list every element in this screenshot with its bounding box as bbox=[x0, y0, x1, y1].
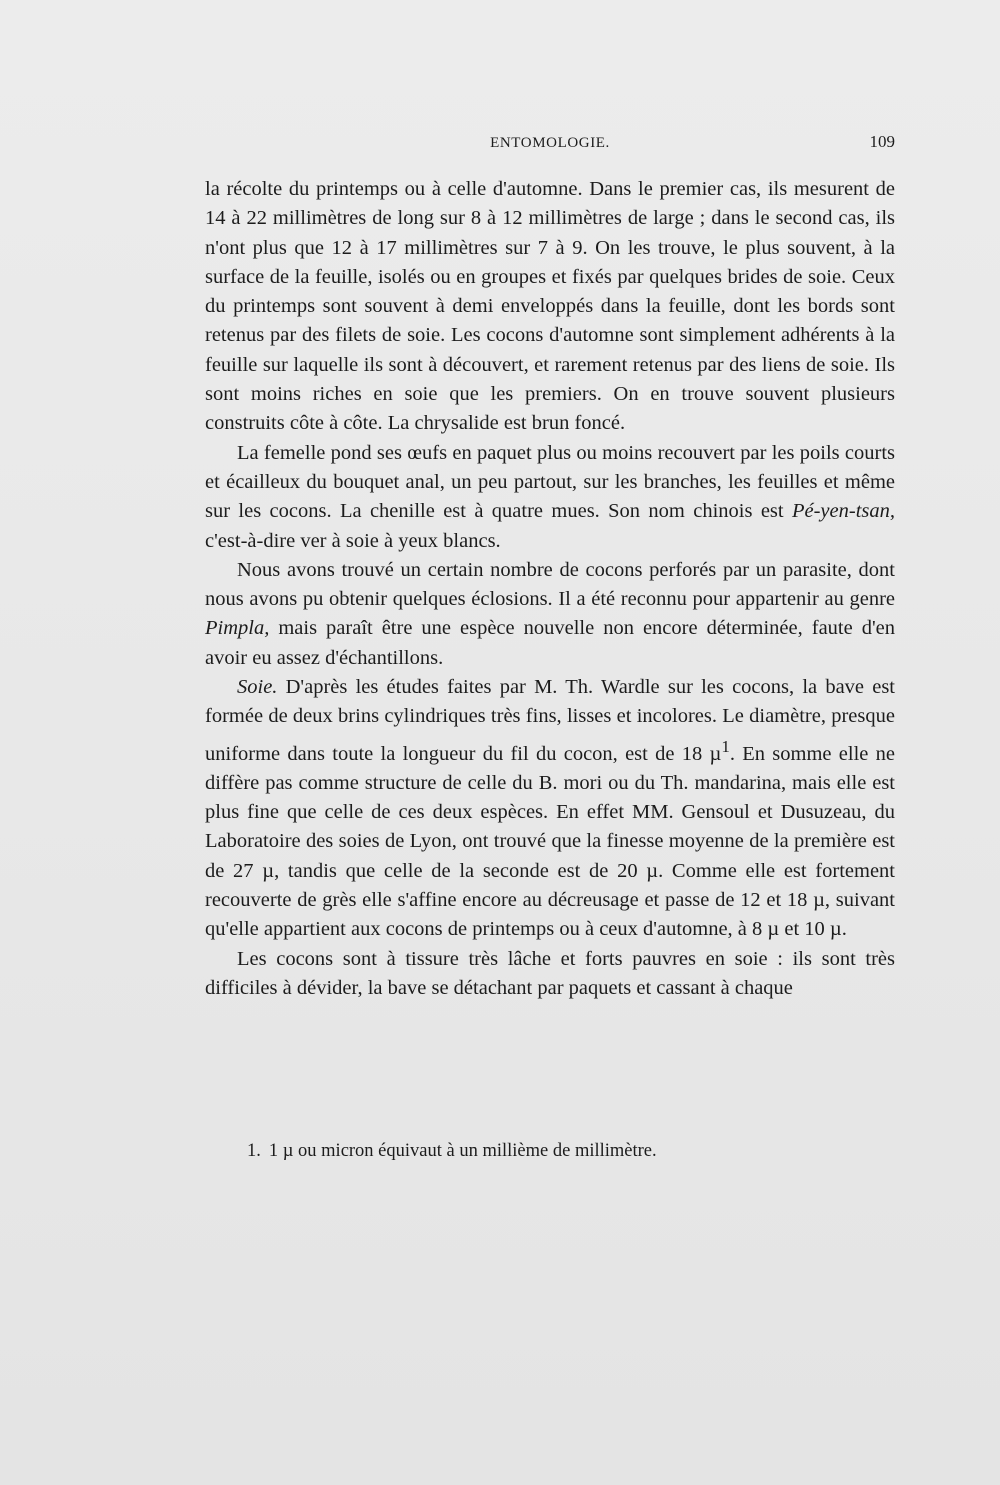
section-label-italic: Soie. bbox=[237, 676, 278, 699]
text-run: . En somme elle ne diffère pas comme structure de celle du B. mori ou du Th. mandarina, mais elle est plus fine que celle de ces deux espèces. En effet MM. Gensoul et Dusuzeau, du Laboratoire des soies de Lyon, ont trouvé que la finesse moyenne de la première est de 27 µ, tandis que celle de la seconde est de 20 µ. Comme elle est fortement recouverte de grès elle s'affine encore au décreusage et passe de 12 et 18 µ, suivant qu'elle appartient aux cocons de printemps ou à ceux d'automne, à 8 µ et 10 µ. bbox=[205, 742, 895, 941]
footnote-number: 1. bbox=[247, 1141, 261, 1161]
text-run: c'est-à-dire ver à soie à yeux blancs. bbox=[205, 529, 501, 552]
running-title: ENTOMOLOGIE. bbox=[490, 135, 610, 151]
paragraph-parasite bbox=[205, 556, 895, 673]
footnote-marker: 1 bbox=[721, 736, 730, 756]
paragraph-cocoons-description: la récolte du printemps ou à celle d'automne. Dans le premier cas, ils mesurent de 14 à 22 millimètres de long sur 8 à 12 millimètres de large ; dans le second cas, ils n'ont plus que 12 à 17 millimètres sur 7 à 9. On les trouve, le plus souvent, à la surface de la feuille, isolés ou en groupes et fixés par quelques brides de soie. Ceux du printemps sont souvent à demi enveloppés dans la feuille, dont les bords sont retenus par des filets de soie. Les cocons d'automne sont simplement adhérents à la feuille sur laquelle ils sont à découvert, et rarement retenus par des liens de soie. Ils sont moins riches en soie que les premiers. On en trouve souvent plusieurs construits côte à côte. La chrysalide est brun foncé. bbox=[205, 178, 895, 435]
paragraph-reeling: Les cocons sont à tissure très lâche et forts pauvres en soie : ils sont très difficiles à dévider, la bave se détachant par paquets et cassant à chaque bbox=[205, 947, 895, 999]
chinese-name-italic: Pé-yen-tsan, bbox=[791, 500, 895, 523]
text-run: Nous avons trouvé un certain nombre de cocons perforés par un parasite, dont nous avons pu obtenir quelques éclosions. Il a été reconnu pour appartenir au genre bbox=[205, 558, 895, 611]
genus-name-italic: Pimpla, bbox=[205, 617, 270, 640]
text-run: D'après les études faites par M. Th. Wardle sur les cocons, la bave est formée de deux brins cylindriques très fins, lisses et incolores. Le diamètre, presque uniforme dans toute la longueur du fil du cocon, est de 18 µ bbox=[205, 676, 895, 765]
footnote bbox=[205, 1138, 895, 1164]
text-run: mais paraît être une espèce nouvelle non encore déterminée, faute d'en avoir eu assez d'échantillons. bbox=[205, 617, 895, 669]
page-number: 109 bbox=[869, 132, 895, 151]
paragraph-female-eggs bbox=[205, 439, 895, 556]
running-head bbox=[205, 132, 895, 156]
body-text bbox=[205, 175, 895, 1003]
footnote-text: 1 µ ou micron équivaut à un millième de millimètre. bbox=[268, 1141, 657, 1161]
paragraph-silk bbox=[205, 673, 895, 945]
text-run: La femelle pond ses œufs en paquet plus ou moins recouvert par les poils courts et écailleux du bouquet anal, un peu partout, sur les branches, les feuilles et même sur les cocons. La chenille est à quatre mues. Son nom chinois est bbox=[205, 441, 895, 523]
